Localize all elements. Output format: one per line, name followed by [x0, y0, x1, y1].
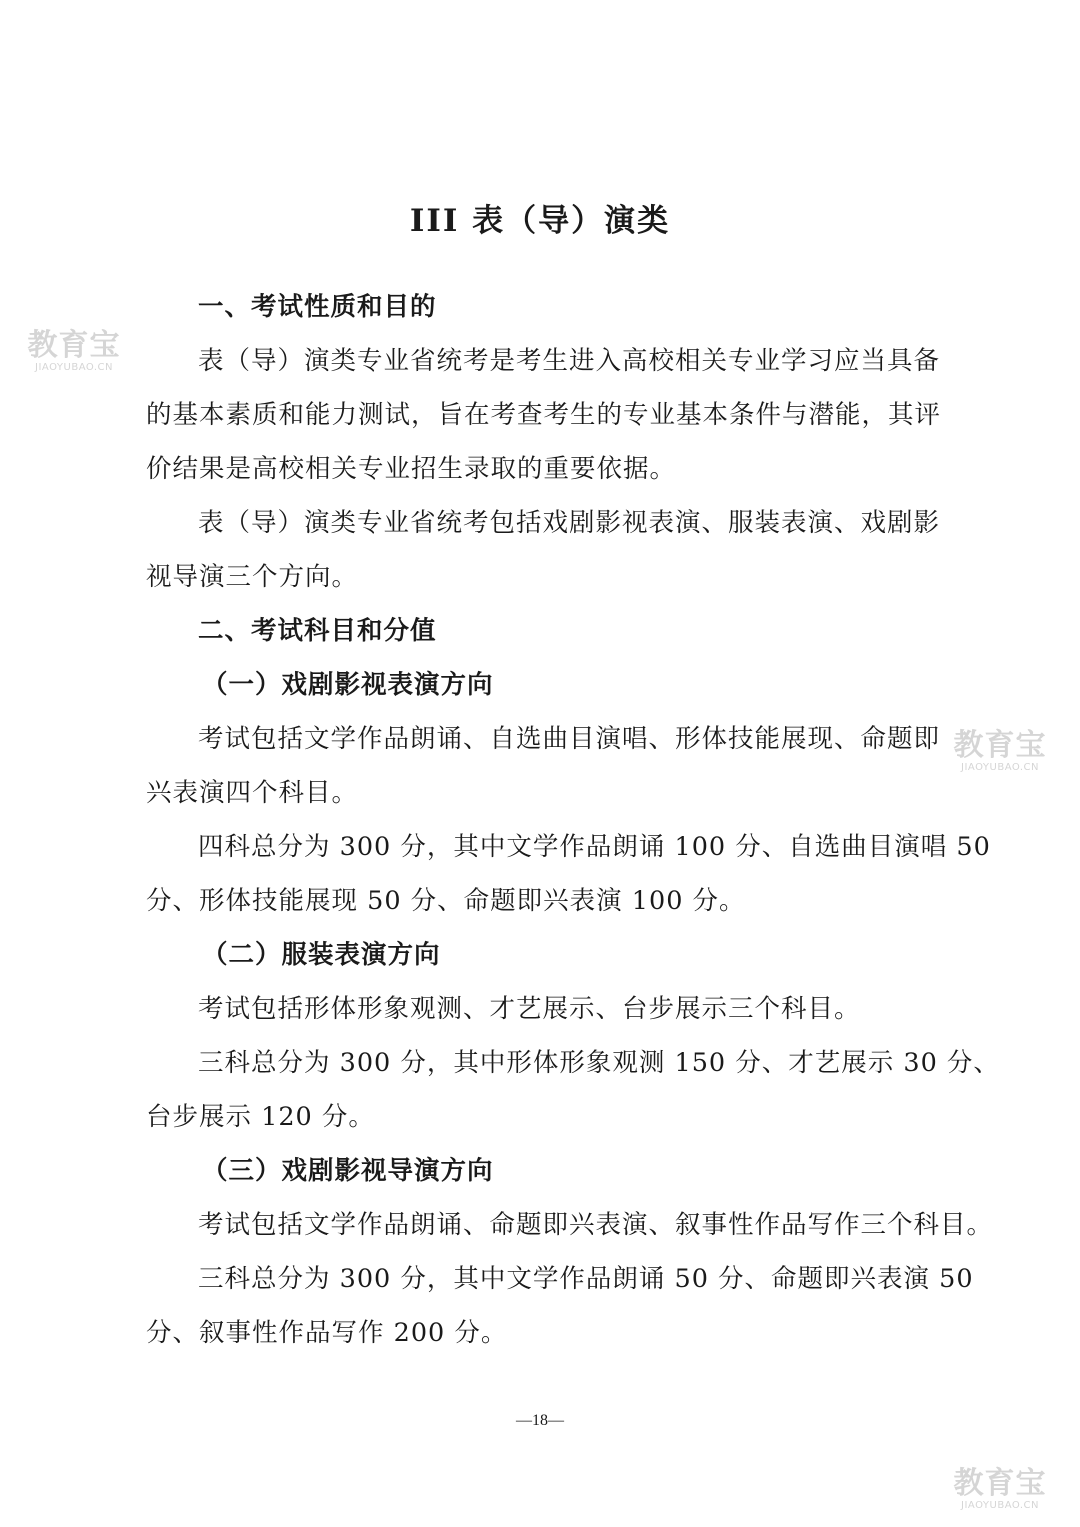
section-heading-2: 二、考试科目和分值 [198, 616, 437, 646]
paragraph-6-line-2: 台步展示 120 分。 [146, 1102, 375, 1132]
paragraph-1-line-1: 表（导）演类专业省统考是考生进入高校相关专业学习应当具备 [198, 346, 941, 376]
paragraph-4-line-1: 四科总分为 300 分，其中文学作品朗诵 100 分、自选曲目演唱 50 [198, 832, 991, 862]
subsection-heading-3: （三）戏剧影视导演方向 [202, 1156, 494, 1186]
subsection-heading-2: （二）服装表演方向 [202, 940, 441, 970]
paragraph-3-line-1: 考试包括文学作品朗诵、自选曲目演唱、形体技能展现、命题即 [198, 724, 941, 754]
page-number: —18— [516, 1412, 564, 1429]
page-title: III 表（导）演类 [409, 203, 671, 239]
paragraph-5-line-1: 考试包括形体形象观测、才艺展示、台步展示三个科目。 [198, 994, 861, 1024]
watermark-text: 教育宝 [27, 328, 121, 363]
watermark-url: JIAOYUBAO.CN [961, 762, 1039, 773]
section-heading-1: 一、考试性质和目的 [198, 292, 437, 322]
watermark-url: JIAOYUBAO.CN [35, 362, 113, 373]
paragraph-4-line-2: 分、形体技能展现 50 分、命题即兴表演 100 分。 [146, 886, 746, 916]
watermark-text: 教育宝 [953, 728, 1047, 763]
watermark-text: 教育宝 [953, 1466, 1047, 1501]
subsection-heading-1: （一）戏剧影视表演方向 [202, 670, 494, 700]
paragraph-3-line-2: 兴表演四个科目。 [146, 778, 359, 808]
paragraph-8-line-2: 分、叙事性作品写作 200 分。 [146, 1318, 508, 1348]
watermark-logo-right [938, 730, 1062, 774]
paragraph-2-line-1: 表（导）演类专业省统考包括戏剧影视表演、服装表演、戏剧影 [198, 508, 941, 538]
watermark-url: JIAOYUBAO.CN [961, 1500, 1039, 1511]
paragraph-2-line-2: 视导演三个方向。 [146, 562, 359, 592]
paragraph-6-line-1: 三科总分为 300 分，其中形体形象观测 150 分、才艺展示 30 分、 [198, 1048, 1000, 1078]
paragraph-1-line-2: 的基本素质和能力测试，旨在考查考生的专业基本条件与潜能，其评 [146, 400, 942, 430]
watermark-logo-bottom [938, 1468, 1062, 1512]
paragraph-1-line-3: 价结果是高校相关专业招生录取的重要依据。 [146, 454, 677, 484]
watermark-logo-left [14, 330, 134, 374]
paragraph-7-line-1: 考试包括文学作品朗诵、命题即兴表演、叙事性作品写作三个科目。 [198, 1210, 994, 1240]
paragraph-8-line-1: 三科总分为 300 分，其中文学作品朗诵 50 分、命题即兴表演 50 [198, 1264, 974, 1294]
